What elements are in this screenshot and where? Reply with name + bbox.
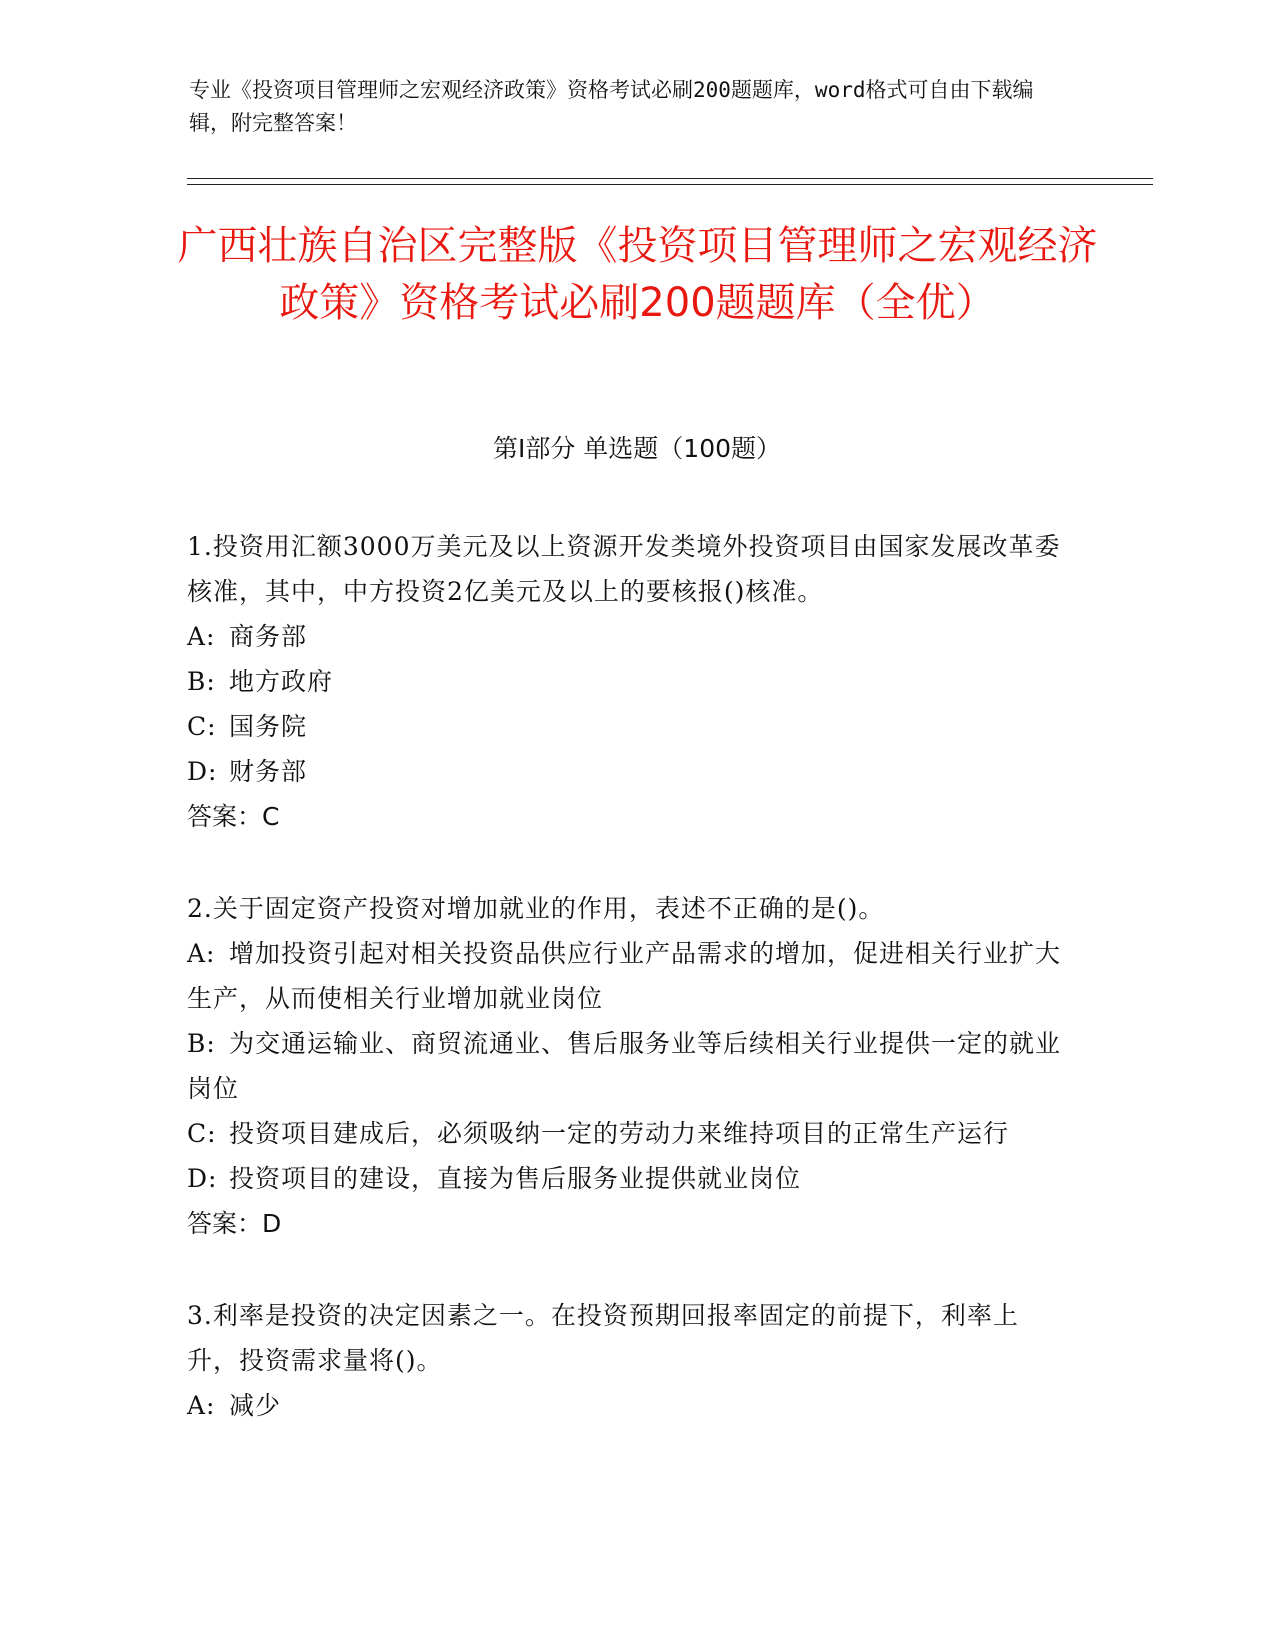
option-key: B: — [187, 667, 216, 696]
answer-label: 答案：C — [187, 802, 280, 831]
question-2 — [187, 886, 1067, 1246]
option-b — [187, 659, 1067, 704]
question-3 — [187, 1293, 1067, 1428]
option-d — [187, 1156, 1067, 1201]
option-a — [187, 614, 1067, 659]
option-b — [187, 1021, 1067, 1111]
option-key: D: — [187, 1164, 218, 1193]
header-note: 专业《投资项目管理师之宏观经济政策》资格考试必刷200题题库，word格式可自由下载编辑，附完整答案！ — [189, 78, 1034, 135]
option-a — [187, 931, 1067, 1021]
question-1 — [187, 524, 1067, 839]
option-text: 增加投资引起对相关投资品供应行业产品需求的增加，促进相关行业扩大生产，从而使相关行业增加就业岗位 — [187, 939, 1062, 1013]
question-stem: 2.关于固定资产投资对增加就业的作用，表述不正确的是()。 — [187, 894, 885, 923]
question-stem: 3.利率是投资的决定因素之一。在投资预期回报率固定的前提下，利率上升，投资需求量将()。 — [187, 1301, 1019, 1375]
option-text: 投资项目建成后，必须吸纳一定的劳动力来维持项目的正常生产运行 — [229, 1119, 1010, 1148]
option-a — [187, 1383, 1067, 1428]
header-rule-bottom — [187, 184, 1153, 185]
option-text: 地方政府 — [229, 667, 334, 696]
option-text: 投资项目的建设，直接为售后服务业提供就业岗位 — [229, 1164, 802, 1193]
answer-label: 答案：D — [187, 1209, 282, 1238]
option-c — [187, 1111, 1067, 1156]
option-text: 财务部 — [229, 757, 308, 786]
option-text: 减少 — [229, 1391, 282, 1420]
option-c — [187, 704, 1067, 749]
section-title: 第Ⅰ部分 单选题（100题） — [492, 434, 782, 463]
option-text: 为交通运输业、商贸流通业、售后服务业等后续相关行业提供一定的就业岗位 — [187, 1029, 1062, 1103]
document-title: 广西壮族自治区完整版《投资项目管理师之宏观经济政策》资格考试必刷200题题库（全优） — [177, 223, 1098, 326]
option-key: B: — [187, 1029, 216, 1058]
header-rule-top — [187, 178, 1153, 179]
option-key: A: — [187, 622, 216, 651]
question-list — [187, 524, 1067, 1475]
option-key: C: — [187, 1119, 217, 1148]
option-key: A: — [187, 1391, 216, 1420]
option-text: 国务院 — [229, 712, 308, 741]
question-stem: 1.投资用汇额3000万美元及以上资源开发类境外投资项目由国家发展改革委核准，其中，中方投资2亿美元及以上的要核报()核准。 — [187, 532, 1061, 606]
option-d — [187, 749, 1067, 794]
option-key: C: — [187, 712, 217, 741]
option-key: D: — [187, 757, 218, 786]
option-text: 商务部 — [229, 622, 308, 651]
option-key: A: — [187, 939, 216, 968]
